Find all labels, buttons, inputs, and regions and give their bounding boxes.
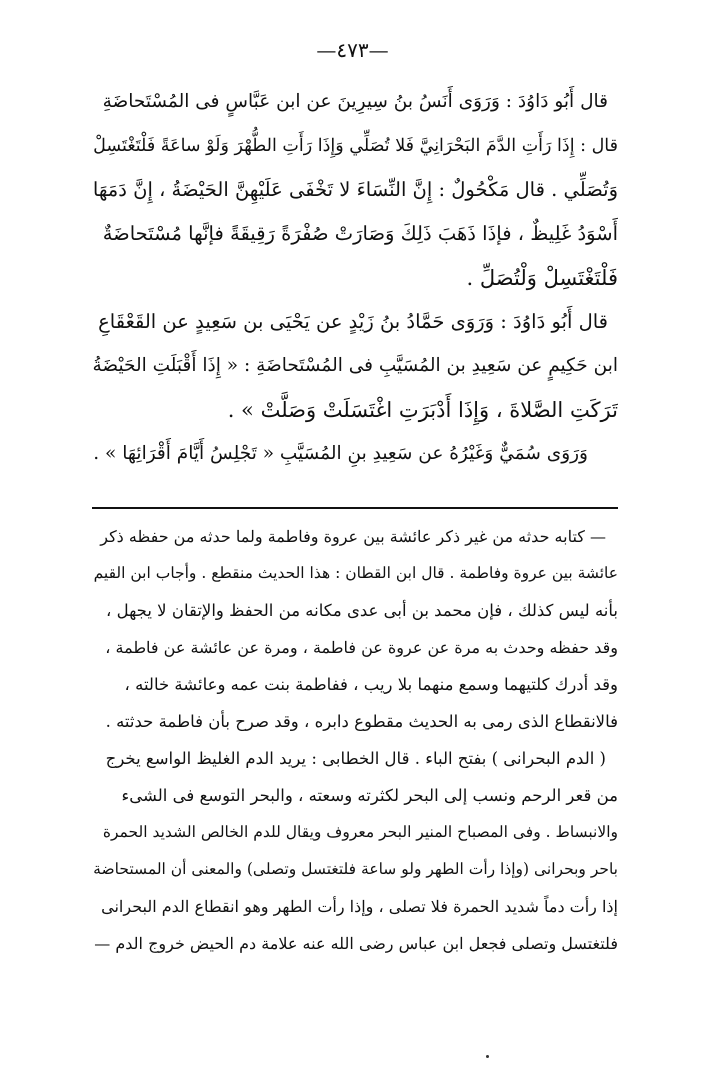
main-text-line: قال أَبُو دَاوُدَ : وَرَوَى حَمَّادُ بنُ زَيْدٍ عن يَحْيَى بن سَعِيدٍ عن القَعْقَاعِ xyxy=(98,310,608,333)
footnote-line: — كتابه حدثه من غير ذكر عائشة بين عروة وفاطمة ولما حدثه من حفظه ذكر xyxy=(100,527,606,546)
footnote-line: بأنه ليس كذلك ، فإن محمد بن أبى عدى مكانه من الحفظ والإتقان لا يجهل ، xyxy=(106,601,618,620)
page-number: —٤٧٣— xyxy=(316,38,389,62)
footnote-line: إذا رأت دماً شديد الحمرة فلا تصلى ، وإذا رأت الطهر وهو انقطاع الدم البحرانى xyxy=(101,897,618,916)
footnote-line: والانبساط . وفى المصباح المنير البحر معروف ويقال للدم الخالص الشديد الحمرة xyxy=(102,823,618,841)
footnote-line: وقد أدرك كلتيهما وسمع منهما بلا ريب ، ففاطمة بنت عمه وعائشة خالته ، xyxy=(124,675,618,694)
footnote-line: ( الدم البحرانى ) بفتح الباء . قال الخطابى : يريد الدم الغليظ الواسع يخرج xyxy=(105,749,606,768)
main-text-line: فَلْتَغْتَسِلْ وَلْتُصَلِّ . xyxy=(466,266,618,290)
main-text-line: قال : إِذَا رَأَتِ الدَّمَ البَحْرَانِيَّ فَلا تُصَلِّي وَإِذَا رَأَتِ الطُّهْرَ وَلَوْ ساعَةً فَلْتَغْتَسِلْ xyxy=(93,136,618,156)
footnote-line: فلتغتسل وتصلى فجعل ابن عباس رضى الله عنه علامة دم الحيض خروج الدم — xyxy=(94,934,618,953)
footnote-line: باحر وبحرانى (وإذا رأت الطهر ولو ساعة فلتغتسل وتصلى) والمعنى أن المستحاضة xyxy=(93,860,618,878)
main-text-line: قال أَبُو دَاوُدَ : وَرَوَى أَنَسُ بنُ سِيرِينَ عن ابن عَبَّاسٍ فى المُسْتَحاضَةِ xyxy=(102,91,608,112)
main-text-line: تَرَكَتِ الصَّلاةَ ، وَإِذَا أَدْبَرَتِ اغْتَسَلَتْ وَصَلَّتْ » . xyxy=(227,398,618,422)
footnote-line: وقد حفظه وحدث به مرة عن عروة عن فاطمة ، ومرة عن عائشة عن فاطمة ، xyxy=(105,638,618,657)
main-text xyxy=(92,80,618,476)
main-text-line: وَرَوَى سُمَيٌّ وَغَيْرُهُ عن سَعِيدِ بنِ المُسَيَّبِ « تَجْلِسُ أَيَّامَ أَقْرَائِهَا » . xyxy=(93,443,588,464)
footnote-line: من قعر الرحم ونسب إلى البحر لكثرته وسعته ، والبحر التوسع فى الشىء xyxy=(121,786,618,805)
main-text-line: وَتُصَلِّي . قال مَكْحُولٌ : إِنَّ النِّسَاءَ لا تَخْفَى عَلَيْهِنَّ الحَيْضَةُ ، إِنَّ دَمَهَا xyxy=(92,178,618,201)
footnote-line: فالانقطاع الذى رمى به الحديث مقطوع دابره ، وقد صرح بأن فاطمة حدثته . xyxy=(105,712,618,731)
main-text-line: أَسْوَدُ غَلِيظٌ ، فإذَا ذَهَبَ ذَلِكَ وَصَارَتْ صُفْرَةً رَقِيقَةً فإنَّها مُسْتَحاضَةٌ xyxy=(102,222,618,245)
footnotes xyxy=(92,518,618,962)
footnote-line: عائشة بين عروة وفاطمة . قال ابن القطان : هذا الحديث منقطع . وأجاب ابن القيم xyxy=(93,564,618,582)
print-speck xyxy=(486,1055,489,1058)
main-text-line: ابن حَكِيمٍ عن سَعِيدِ بن المُسَيَّبِ فى المُسْتَحاضَةِ : « إِذَا أَقْبَلَتِ الحَيْضَةُ xyxy=(92,355,618,376)
footnote-divider xyxy=(92,507,618,509)
